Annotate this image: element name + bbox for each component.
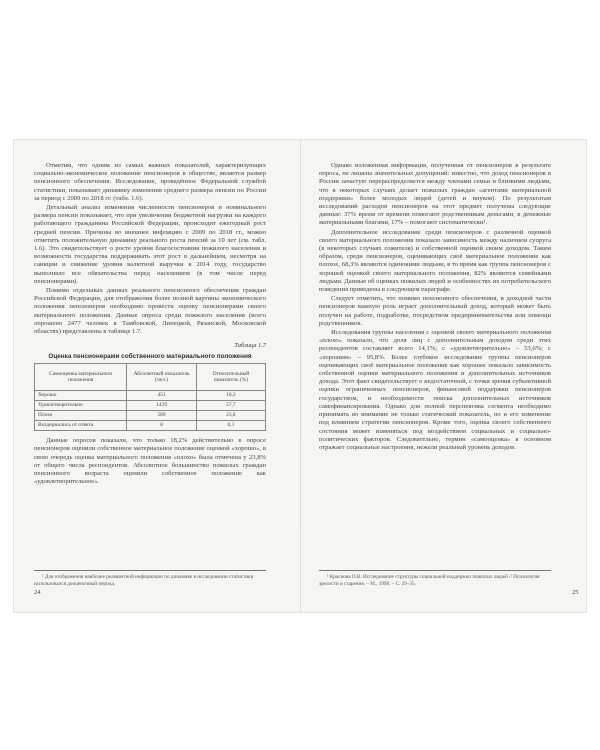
left-footnotes [34, 570, 266, 587]
table-cell: 451 [127, 391, 196, 401]
header-cell: Относительный показатель (%) [196, 364, 265, 391]
page-number-left: 24 [34, 589, 41, 596]
table-cell: Воздержались от ответа [35, 421, 127, 431]
right-footnotes [319, 570, 551, 587]
header-cell: Самооценка материального положения [35, 364, 127, 391]
table-cell: 1429 [127, 401, 196, 411]
table-number: Таблица 1.7 [234, 342, 266, 350]
self-assessment-table [34, 363, 266, 431]
book-spread [14, 140, 586, 612]
left-page [34, 162, 266, 487]
paragraph: Отметим, что одним из самых важных показателей, характеризующих социально-экономическое положение пенсионеров в обществе, является размер пенсионного обеспечения. Исследование, проведённое Федеральной службой статистики, показывает динамику изменения среднего размера пенсии по России за период с 2009 по 2018 гг. (табл. 1.6). [34, 162, 266, 202]
table-row [35, 401, 266, 411]
page-number-right: 25 [572, 589, 579, 596]
table-cell: 0,3 [196, 421, 265, 431]
paragraph: Однако изложенная информация, полученная от пенсионеров в результате опроса, не лишена значительных допущений: известно, что доход пенсионеров в России зачастую перераспределяется между членами семьи и близкими людьми, что в некоторых случаях делает пожилых граждан «агентами материальной поддержки» более молодых людей (детей и внуков). По результатам исследований расходов пенсионеров на этот предмет получены следующие данные: 37% время от времени помогают родственникам деньгами, в денежные материальными благами, 17% – помогают систематически¹. [319, 162, 551, 227]
paragraph: Следует отметить, что помимо пенсионного обеспечения, в доходной части пенсионеров важную роль играет дополнительный доход, который может быть получен на работе, подработке, посредством предпринимательства или помощи родственников. [319, 295, 551, 327]
table-cell: 23,8 [196, 411, 265, 421]
table-cell: 18,2 [196, 391, 265, 401]
table-cell: 8 [127, 421, 196, 431]
paragraph: Детальный анализ изменения численности пенсионеров и номинального размера пенсии показывает, что при увеличении бюджетной нагрузки на каждого работающего гражданина Российской Федерации, происходит ежегодный рост средней пенсии. Причины во внешнее инфляцию с 2009 по 2018 гг., можно отметить положительную динамику реального роста пенсий за 10 лет (см. табл. 1.6). Это свидетельствует о росте уровня благосостояния пожилого населения и возможности государства поддерживать этот рост в дальнейшем, несмотря на санкции и снижение уровня валютной выручки в 2014 году, государство выполняло все обязательства перед населением (в том числе перед пенсионерами). [34, 204, 266, 285]
table-row [35, 421, 266, 431]
footnote: ¹ Для отображения наиболее релевантной информации по динамике в исследовании статистики использовался дооценочный период. [34, 574, 254, 587]
table-cell: Хорошо [35, 391, 127, 401]
table-cell: 57,7 [196, 401, 265, 411]
page-fold [300, 140, 301, 612]
table-title: Оценка пенсионерами собственного материального положения [48, 353, 252, 361]
paragraph: Данные опросов показали, что только 18,2% действительно в опросе пенсионеров оценили собственное материальное положение оценкой «хорошо», в свою очередь оценка материального положения «плохо» была отмечена у 23,8% от общего числа респондентов. Абсолютное большинство пожилых граждан пенсионного возраста оценили собственное положение как «удовлетворительное». [34, 437, 266, 486]
table-cell: Удовлетворительно [35, 401, 127, 411]
table-cell: 589 [127, 411, 196, 421]
paragraph: Исследования группы населения с оценкой своего материального положения «плохо» показало, что доля лиц с дополнительным доходом среди этих респондентов составляет всего 14,1%; с «удовлетворительно» – 53,6%; с «хорошим» – 95,8%. Более глубокое исследование группы пенсионеров оценивающих своё материальное положение как хорошее показало зависимость собственной оценки материального положения и дополнительных источников дохода. Этот факт свидетельствует о недостаточной, с точки зрения субъективной оценки ограниченных пенсионеров, финансовой поддержки пенсионеров государством, и необходимости поиска дополнительных источников самофинансирования. Однако для полной перспектива сегмента необходимо принимать во внимание не только статический показатель, но и его изменение под влиянием стратегии пенсионеров. Кроме того, оценка своего собственного состояния может изменяться под воздействием социальных и социально-политических факторов. Следовательно, термин «самооценка» в основном отражает социальные настроения, нежели реальный уровень доходов. [319, 329, 551, 451]
table-row [35, 411, 266, 421]
table-cell: Плохо [35, 411, 127, 421]
right-page [319, 162, 551, 453]
header-cell: Абсолютный показатель (чел.) [127, 364, 196, 391]
paragraph: Помимо отдельных данных реального пенсионного обеспечения граждан Российской Федерации, для отображения более полной картины экономического положения пенсионеров необходимо провести оценку пенсионерами своего материального положения. Данные опроса среди пожилого населения (всего опрошено 2477 человек в Тамбовской, Липецкой, Рязанской, Московской областях) представлены в таблице 1.7. [34, 287, 266, 336]
table-header-row [35, 364, 266, 391]
footnote: ¹ Краснова О.В. Исследование структуры социальной поддержки пожилых людей // Психология зрелости и старения. – М., 1998. – С. 29–35. [319, 574, 540, 587]
paragraph: Дополнительное исследование среди пенсионеров с различной оценкой своего материального положения показало зависимость между наличием супруга (в некоторых случаях сожителя) и собственной оценкой своим доходом. Таким образом, среди пенсионеров, оценивающих своё материальное положение как плохое, 68,3% являются одинокими людьми, в то время как группа пенсионеров с хорошей оценкой своего материального положения, 82% являются семейными людьми. Данные об оценках пожилых людей и особенностях их потребительского поведения приведены в следующем параграфе. [319, 228, 551, 294]
table-row [35, 391, 266, 401]
